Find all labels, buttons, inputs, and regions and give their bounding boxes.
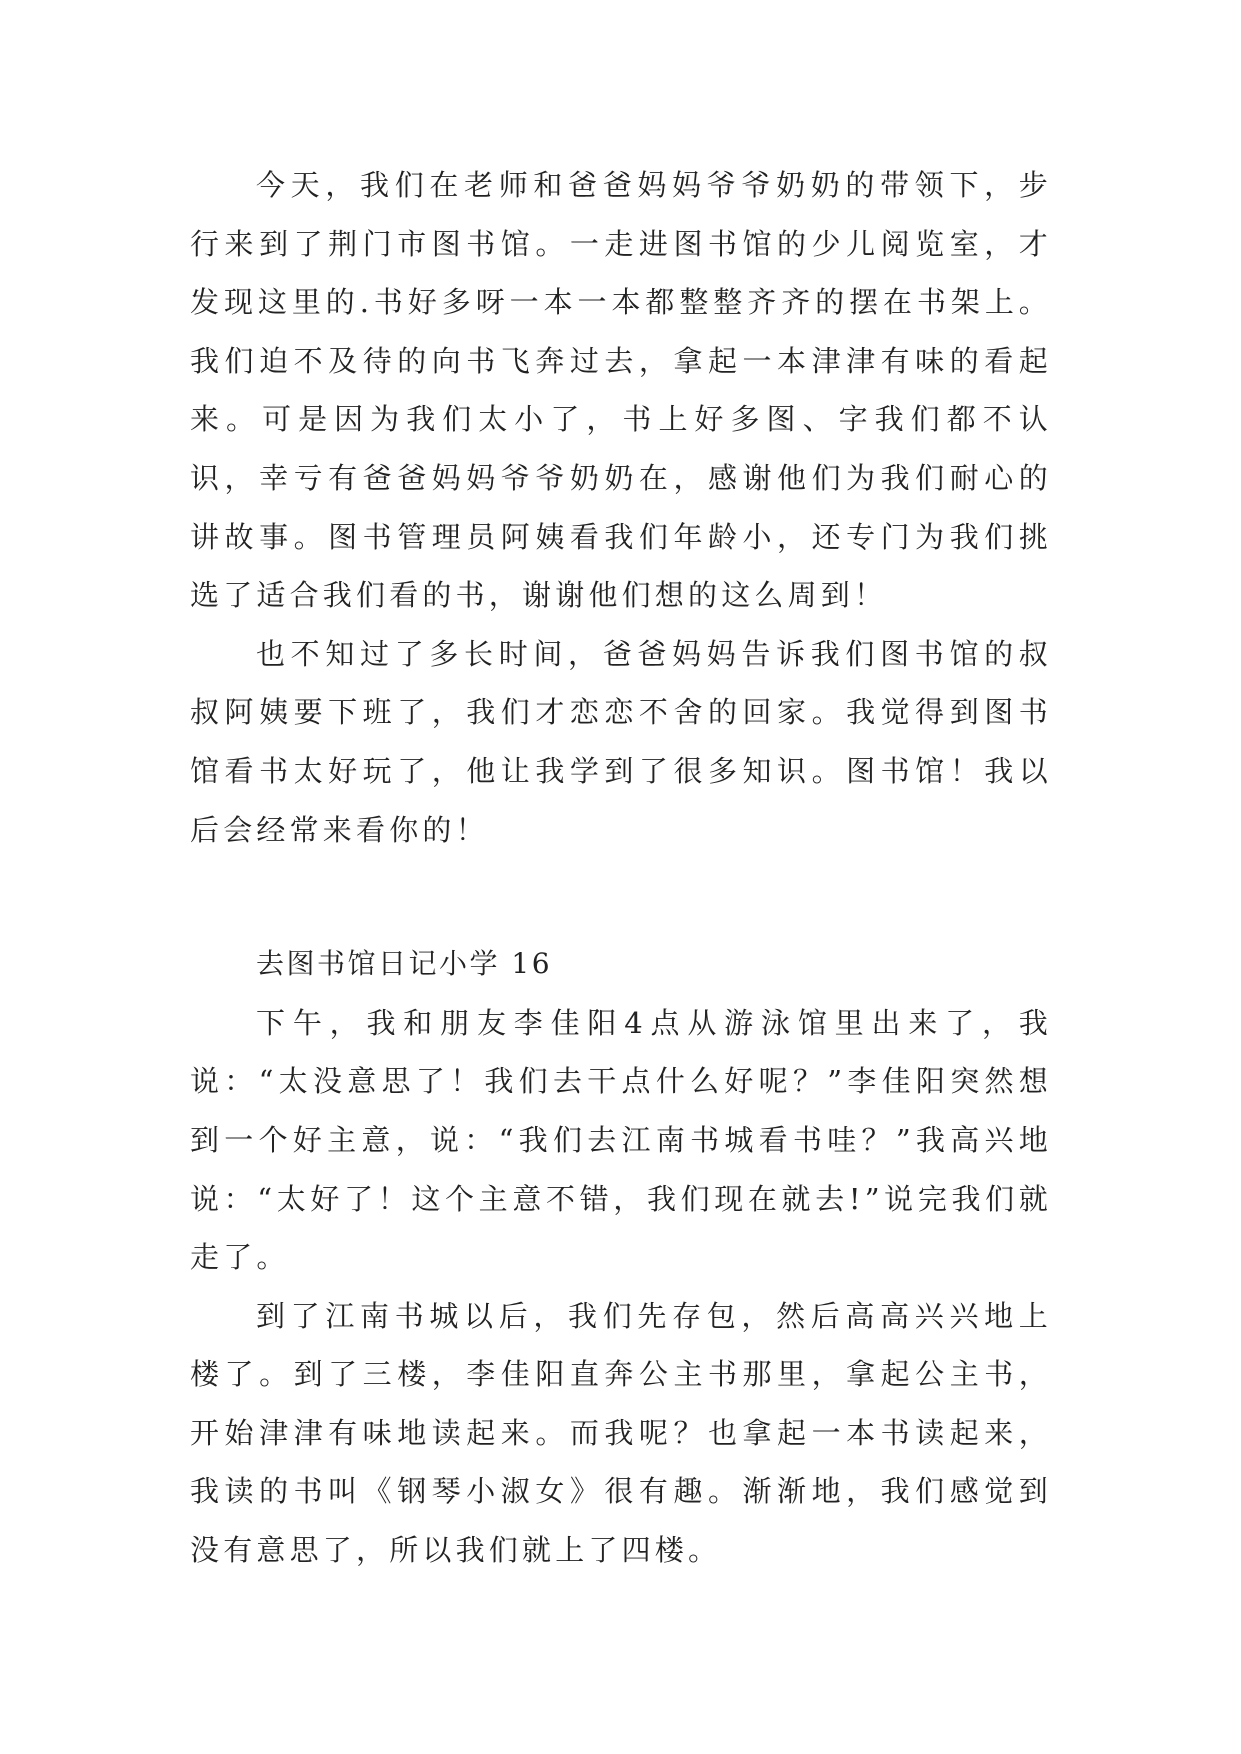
paragraph-afternoon: 下午，我和朋友李佳阳4点从游泳馆里出来了，我说：“太没意思了！我们去干点什么好呢？”李佳阳突然想到一个好主意，说：“我们去江南书城看书哇？”我高兴地说：“太好了！这个主意不错，我们现在就去!”说完我们就走了。 — [190, 1005, 1052, 1275]
paragraph-bookstore: 到了江南书城以后，我们先存包，然后高高兴兴地上楼了。到了三楼，李佳阳直奔公主书那里，拿起公主书，开始津津有味地读起来。而我呢？也拿起一本书读起来，我读的书叫《钢琴小淑女》很有趣。渐渐地，我们感觉到没有意思了，所以我们就上了四楼。 — [190, 1298, 1052, 1568]
document-body — [190, 156, 1052, 1580]
section-title: 去图书馆日记小学 16 — [256, 947, 553, 981]
paragraph-library-visit: 今天，我们在老师和爸爸妈妈爷爷奶奶的带领下，步行来到了荆门市图书馆。一走进图书馆的少儿阅览室，才发现这里的.书好多呀一本一本都整整齐齐的摆在书架上。我们迫不及待的向书飞奔过去，拿起一本津津有味的看起来。可是因为我们太小了，书上好多图、字我们都不认识，幸亏有爸爸妈妈爷爷奶奶在，感谢他们为我们耐心的讲故事。图书管理员阿姨看我们年龄小，还专门为我们挑选了适合我们看的书，谢谢他们想的这么周到！ — [190, 168, 1052, 613]
paragraph-going-home: 也不知过了多长时间，爸爸妈妈告诉我们图书馆的叔叔阿姨要下班了，我们才恋恋不舍的回家。我觉得到图书馆看书太好玩了，他让我学到了很多知识。图书馆！我以后会经常来看你的！ — [190, 636, 1052, 847]
section-spacer — [190, 859, 1052, 935]
